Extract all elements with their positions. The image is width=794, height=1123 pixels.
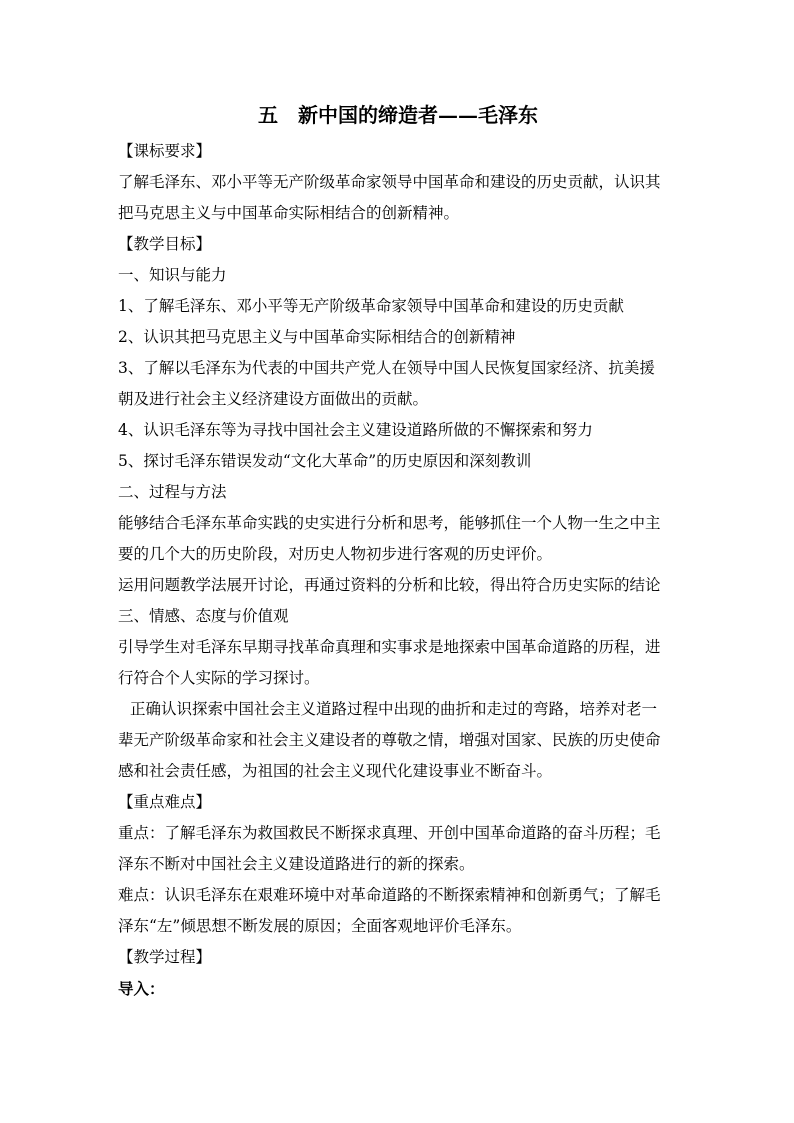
paragraph-line: 行符合个人实际的学习探讨。: [118, 669, 320, 687]
paragraph-line: 能够结合毛泽东革命实践的史实进行分析和思考，能够抓住一个人物一生之中主: [118, 514, 661, 532]
section-heading-key-points: 【重点难点】: [118, 793, 212, 811]
subheading-knowledge: 一、知识与能力: [118, 266, 227, 284]
section-heading-curriculum: 【课标要求】: [118, 142, 212, 160]
list-item: 5、探讨毛泽东错误发动“文化大革命”的历史原因和深刻教训: [118, 452, 532, 470]
paragraph-line: 重点：了解毛泽东为救国救民不断探求真理、开创中国革命道路的奋斗历程；毛: [118, 824, 661, 842]
paragraph-line: 泽东“左”倾思想不断发展的原因；全面客观地评价毛泽东。: [118, 917, 522, 935]
paragraph-line: 泽东不断对中国社会主义建设道路进行的新的探索。: [118, 855, 475, 873]
document-page: [118, 100, 678, 1004]
section-heading-objectives: 【教学目标】: [118, 235, 212, 253]
paragraph-line: 把马克思主义与中国革命实际相结合的创新精神。: [118, 204, 460, 222]
paragraph-line-indented: 正确认识探索中国社会主义道路过程中出现的曲折和走过的弯路，培养对老一: [130, 700, 658, 718]
paragraph-line: 感和社会责任感，为祖国的社会主义现代化建设事业不断奋斗。: [118, 762, 553, 780]
intro-label: 导入：: [118, 979, 165, 998]
list-item: 4、认识毛泽东等为寻找中国社会主义建设道路所做的不懈探索和努力: [118, 421, 593, 439]
list-item: 2、认识其把马克思主义与中国革命实际相结合的创新精神: [118, 328, 516, 346]
paragraph-line: 辈无产阶级革命家和社会主义建设者的尊敬之情，增强对国家、民族的历史使命: [118, 731, 661, 749]
paragraph-line: 难点：认识毛泽东在艰难环境中对革命道路的不断探索精神和创新勇气；了解毛: [118, 886, 661, 904]
document-title: 五 新中国的缔造者——毛泽东: [258, 103, 538, 127]
subheading-values: 三、情感、态度与价值观: [118, 607, 289, 625]
list-item: 1、了解毛泽东、邓小平等无产阶级革命家领导中国革命和建设的历史贡献: [118, 297, 624, 315]
subheading-process: 二、过程与方法: [118, 483, 227, 501]
paragraph-line: 要的几个大的历史阶段，对历史人物初步进行客观的历史评价。: [118, 545, 553, 563]
paragraph-line: 引导学生对毛泽东早期寻找革命真理和实事求是地探索中国革命道路的历程，进: [118, 638, 661, 656]
list-item: 3、了解以毛泽东为代表的中国共产党人在领导中国人民恢复国家经济、抗美援: [118, 359, 655, 377]
section-heading-process: 【教学过程】: [118, 948, 212, 966]
list-item-continuation: 朝及进行社会主义经济建设方面做出的贡献。: [118, 390, 429, 408]
paragraph-line: 运用问题教学法展开讨论，再通过资料的分析和比较，得出符合历史实际的结论: [118, 576, 661, 594]
paragraph-line: 了解毛泽东、邓小平等无产阶级革命家领导中国革命和建设的历史贡献，认识其: [118, 173, 661, 191]
